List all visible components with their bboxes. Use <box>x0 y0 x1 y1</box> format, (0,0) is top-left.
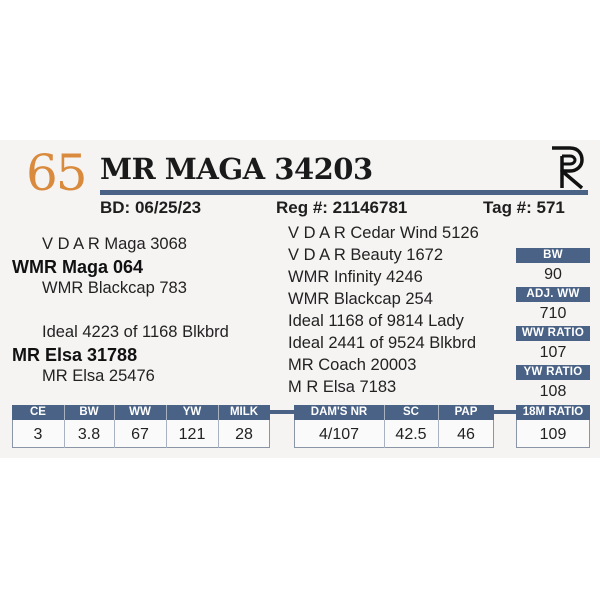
side-stat-label: 18M RATIO <box>522 406 584 418</box>
epd-label: YW <box>182 406 202 418</box>
ext-pedigree-item: WMR Blackcap 254 <box>288 290 433 308</box>
epd-value: 3.8 <box>77 426 101 443</box>
ext-pedigree-item: V D A R Beauty 1672 <box>288 246 444 264</box>
sire-sire: V D A R Maga 3068 <box>42 235 187 253</box>
epd-value: 67 <box>131 426 149 443</box>
ext-pedigree-item: M R Elsa 7183 <box>288 378 397 396</box>
side-stat-label: WW RATIO <box>516 326 590 341</box>
epd-label: MILK <box>229 406 259 418</box>
ext-pedigree-item: Ideal 2441 of 9524 Blkbrd <box>288 334 477 352</box>
side-stat-value: 108 <box>539 383 567 400</box>
birth-date: BD: 06/25/23 <box>100 198 202 217</box>
ext-pedigree-item: V D A R Cedar Wind 5126 <box>288 224 479 242</box>
ext-pedigree-item: WMR Infinity 4246 <box>288 268 423 286</box>
header-rule <box>100 190 588 195</box>
epd-connector-rule <box>270 410 294 414</box>
side-stat-label: ADJ. WW <box>516 287 590 302</box>
dam-sire: Ideal 4223 of 1168 Blkbrd <box>42 323 229 341</box>
dam-dam: MR Elsa 25476 <box>42 367 155 385</box>
lot-number: 65 <box>26 144 86 202</box>
side-stat-label: BW <box>516 248 590 263</box>
ext-pedigree-item: MR Coach 20003 <box>288 356 417 374</box>
tag-number: Tag #: 571 <box>483 198 565 217</box>
dam-stat-value: 4/107 <box>318 426 360 443</box>
side-stat-label: YW RATIO <box>516 365 590 380</box>
side-stat-value: 710 <box>539 305 567 322</box>
registration-number: Reg #: 21146781 <box>276 198 408 217</box>
dam-stat-label: PAP <box>454 406 478 418</box>
dam-stat-label: SC <box>403 406 419 418</box>
sire: WMR Maga 064 <box>12 257 144 277</box>
dam-stat-label: DAM'S NR <box>310 406 368 418</box>
animal-name: MR MAGA 34203 <box>100 152 373 186</box>
dam-stat-value: 42.5 <box>395 426 427 443</box>
dam: MR Elsa 31788 <box>12 345 138 365</box>
epd-label: BW <box>79 406 99 418</box>
epd-connector-rule <box>494 410 516 414</box>
epd-value: 28 <box>235 426 253 443</box>
ext-pedigree-item: Ideal 1168 of 9814 Lady <box>288 312 464 330</box>
side-stat-value: 90 <box>544 266 562 283</box>
dam-stat-value: 46 <box>457 426 475 443</box>
R-logo-icon <box>546 146 590 190</box>
side-stat-value: 107 <box>539 344 567 361</box>
epd-value: 3 <box>33 426 43 443</box>
epd-value: 121 <box>178 426 206 443</box>
sire-dam: WMR Blackcap 783 <box>42 279 187 297</box>
side-stat-value: 109 <box>539 426 567 443</box>
epd-label: WW <box>129 406 151 418</box>
epd-label: CE <box>30 406 46 418</box>
